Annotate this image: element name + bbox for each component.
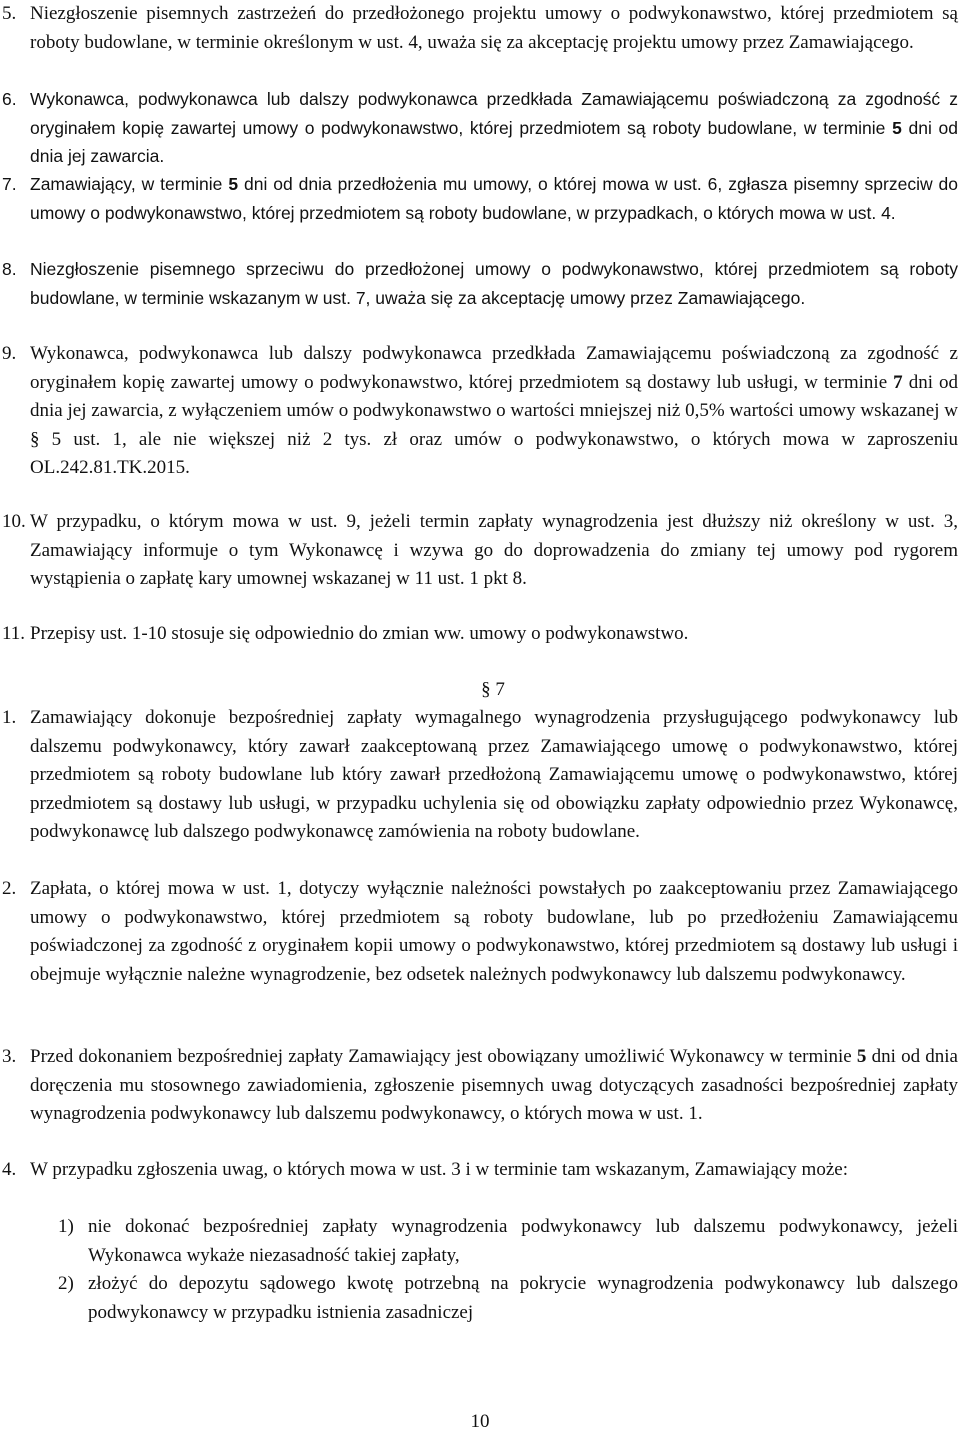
paragraph-item-3 xyxy=(0,1043,958,1129)
item-text: Zapłata, o której mowa w ust. 1, dotyczy wyłącznie należności powstałych po zaakceptowaniu przez Zamawiającego umowy o podwykonawstwo, której przedmiotem są roboty budowlane, lub po przedłożeniu Zamawiającemu poświadczonej za zgodność z oryginałem kopii umowy o podwykonawstwo, której przedmiotem są dostawy lub usługi i obejmuje wyłącznie należne wynagrodzenie, bez odsetek należnych podwykonawcy lub dalszemu podwykonawcy. xyxy=(30,878,958,985)
section-heading xyxy=(0,676,960,704)
item-number: 6. xyxy=(2,89,17,109)
paragraph-item-8 xyxy=(0,255,958,312)
item-number: 8. xyxy=(2,259,17,279)
item-text-part: dni od dnia doręczenia mu stosownego zawiadomienia, zgłoszenie pisemnych uwag dotyczących zasadności bezpośredniej zapłaty wynagrodzenia podwykonawcy lub dalszemu podwykonawcy, o których mowa w ust. 1. xyxy=(30,1046,958,1125)
sub-item-number: 1) xyxy=(58,1216,74,1237)
section-sign-label: § 7 xyxy=(481,679,505,700)
item-number: 10. xyxy=(2,511,26,532)
paragraph-item-5 xyxy=(0,0,958,57)
item-number: 7. xyxy=(2,174,17,194)
item-number: 11. xyxy=(2,623,26,644)
sub-item-1 xyxy=(58,1213,958,1270)
page-number: 10 xyxy=(470,1411,490,1432)
item-number: 2. xyxy=(2,878,17,899)
term-days-value: 7 xyxy=(893,371,903,393)
item-text: Niezgłoszenie pisemnych zastrzeżeń do przedłożonego projektu umowy o podwykonawstwo, której przedmiotem są roboty budowlane, w terminie określonym w ust. 4, uważa się za akceptację projektu umowy przez Zamawiającego. xyxy=(30,3,958,53)
term-days-value: 5 xyxy=(892,117,902,138)
item-text: W przypadku zgłoszenia uwag, o których mowa w ust. 3 i w terminie tam wskazanym, Zamawiający może: xyxy=(30,1159,848,1180)
paragraph-item-4 xyxy=(0,1156,958,1185)
item-text xyxy=(30,340,958,483)
item-text: W przypadku, o którym mowa w ust. 9, jeżeli termin zapłaty wynagrodzenia jest dłuższy niż określony w ust. 3, Zamawiający informuje o tym Wykonawcę i wzywa go do doprowadzenia do zmiany tej umowy pod rygorem wystąpienia o zapłatę kary umownej wskazanej w 11 ust. 1 pkt 8. xyxy=(30,511,958,590)
item-text: Przepisy ust. 1-10 stosuje się odpowiednio do zmian ww. umowy o podwykonawstwo. xyxy=(30,623,689,644)
item-text xyxy=(30,1043,958,1129)
item-text-part: Przed dokonaniem bezpośredniej zapłaty Zamawiający jest obowiązany umożliwić Wykonawcy w terminie xyxy=(30,1046,857,1067)
item-text: Niezgłoszenie pisemnego sprzeciwu do przedłożonej umowy o podwykonawstwo, której przedmiotem są roboty budowlane, w terminie wskazanym w ust. 7, uważa się za akceptację umowy przez Zamawiającego. xyxy=(30,259,958,308)
item-number: 4. xyxy=(2,1159,17,1180)
item-text-part: dni od dnia przedłożenia mu umowy, o której mowa w ust. 6, zgłasza pisemny sprzeciw do umowy o podwykonawstwo, której przedmiotem są roboty budowlane, w przypadkach, o których mowa w ust. 4. xyxy=(30,174,959,223)
item-number: 5. xyxy=(2,3,17,24)
sub-item-text: nie dokonać bezpośredniej zapłaty wynagrodzenia podwykonawcy lub dalszemu podwykonawcy, jeżeli Wykonawca wykaże niezasadność takiej zapłaty, xyxy=(88,1216,958,1266)
term-days-value: 5 xyxy=(856,1046,867,1067)
sub-item-number: 2) xyxy=(58,1273,74,1294)
item-text-part: Wykonawca, podwykonawca lub dalszy podwykonawca przedkłada Zamawiającemu poświadczoną za zgodność z oryginałem kopię zawartej umowy o podwykonawstwo, której przedmiotem są dostawy lub usługi, w terminie xyxy=(30,343,958,393)
item-text-part: dni od dnia jej zawarcia. xyxy=(30,117,959,167)
item-number: 1. xyxy=(2,707,17,728)
item-text xyxy=(30,85,958,171)
sub-item-text: złożyć do depozytu sądowego kwotę potrzebną na pokrycie wynagrodzenia podwykonawcy lub dalszego podwykonawcy w przypadku istnienia zasadniczej xyxy=(88,1273,958,1323)
paragraph-item-9 xyxy=(0,340,958,483)
paragraph-item-2 xyxy=(0,875,958,989)
item-text-part: Wykonawca, podwykonawca lub dalszy podwykonawca przedkłada Zamawiającemu poświadczoną za zgodność z oryginałem kopię zawartej umowy o podwykonawstwo, której przedmiotem są roboty budowlane, w terminie xyxy=(30,89,958,138)
paragraph-item-6 xyxy=(0,85,958,171)
paragraph-item-11 xyxy=(0,620,958,649)
paragraph-item-10 xyxy=(0,508,958,594)
item-text: Zamawiający dokonuje bezpośredniej zapłaty wymagalnego wynagrodzenia przysługującego podwykonawcy lub dalszemu podwykonawcy, który zawarł zaakceptowaną przez Zamawiającego umowę o podwykonawstwo, której przedmiotem są roboty budowlane lub który zawarł przedłożoną Zamawiającemu umowę o podwykonawstwo, której przedmiotem są dostawy lub usługi, w przypadku uchylenia się od obowiązku zapłaty odpowiednio przez Wykonawcę, podwykonawcę lub dalszego podwykonawcę zamówienia na roboty budowlane. xyxy=(30,707,958,843)
item-number: 9. xyxy=(2,343,17,364)
paragraph-item-1 xyxy=(0,704,958,847)
sub-item-2 xyxy=(58,1270,958,1327)
item-number: 3. xyxy=(2,1046,17,1067)
item-text-part: Zamawiający, w terminie xyxy=(30,174,229,194)
paragraph-item-7 xyxy=(0,170,958,227)
item-text-part: dni od dnia jej zawarcia, z wyłączeniem umów o podwykonawstwo o wartości mniejszej niż 0,5% wartości umowy wskazanej w § 5 ust. 1, ale nie większej niż 2 tys. zł oraz umów o podwykonawstwo, o których mowa w zaproszeniu OL.242.81.TK.2015. xyxy=(30,371,958,479)
term-days-value: 5 xyxy=(228,174,239,194)
item-text xyxy=(30,170,958,227)
